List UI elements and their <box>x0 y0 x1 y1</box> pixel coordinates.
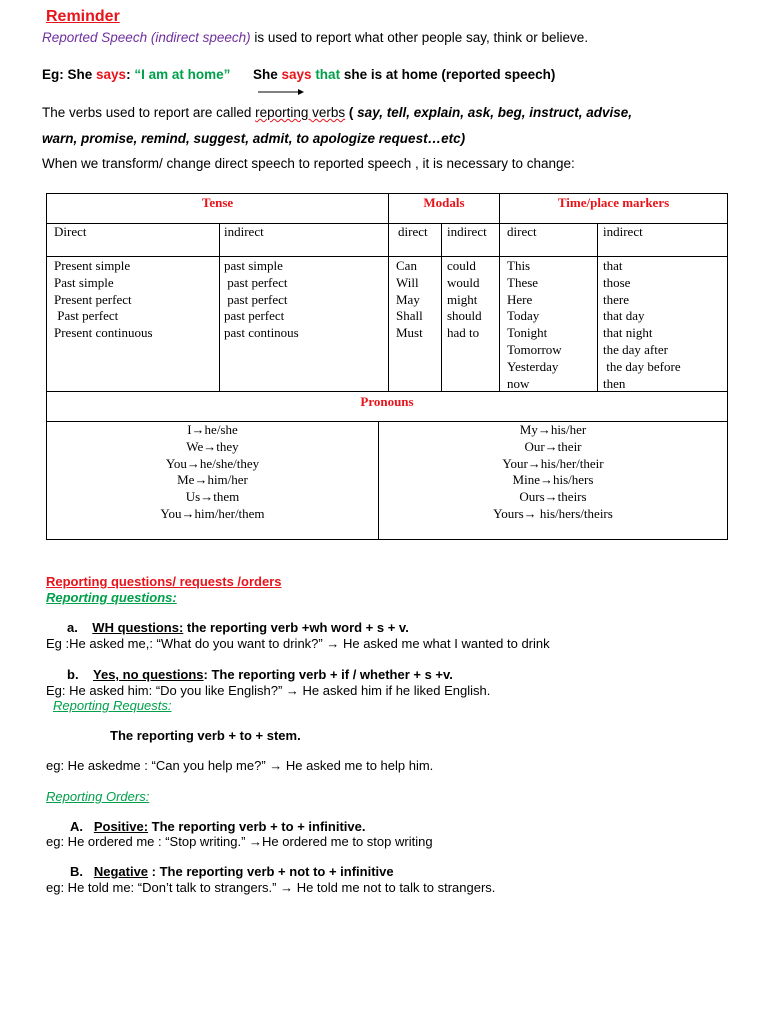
time-indirect-item: then <box>603 375 626 391</box>
sub-time-indirect: indirect <box>603 224 643 239</box>
header-modals: Modals <box>423 195 465 210</box>
reported-rest: she is at home (reported speech) <box>340 67 556 82</box>
modal-indirect-item: could <box>447 258 476 273</box>
pronouns-right-column <box>379 422 727 523</box>
negative-order-rule <box>70 864 394 879</box>
modal-direct-item: Shall <box>396 308 423 324</box>
direct-quote: “I am at home” <box>134 67 231 82</box>
possessive-rule: My→his/her <box>519 422 587 437</box>
intro-rest: is used to report what other people say, think or believe. <box>250 30 589 45</box>
sub-modal-indirect: indirect <box>447 224 487 239</box>
time-direct-item: These <box>507 274 539 290</box>
time-direct-item: Yesterday <box>507 358 559 374</box>
time-direct-item: Tonight <box>507 325 548 341</box>
verbs-line-2: warn, promise, remind, suggest, admit, to apologize request…etc) <box>42 131 466 146</box>
tense-indirect-column <box>224 258 299 342</box>
modal-indirect-item: might <box>447 291 478 307</box>
time-direct-item: Today <box>507 308 540 324</box>
pronoun-rule: You→him/her/them <box>160 505 265 521</box>
time-direct-item: Here <box>507 291 533 307</box>
transform-line: When we transform/ change direct speech to reported speech , it is necessary to change: <box>42 156 575 171</box>
wh-rule-text: the reporting verb +wh word + s + v. <box>183 620 409 635</box>
header-markers: Time/place markers <box>557 195 670 210</box>
time-indirect-item: that day <box>603 308 645 324</box>
negative-order-example: eg: He told me: “Don’t talk to strangers.” → He told me not to talk to strangers. <box>46 880 496 895</box>
possessive-rule: Our→their <box>524 438 582 454</box>
sub-modal-direct: direct <box>398 224 428 239</box>
example-reported <box>253 67 555 82</box>
verbs-paren: ( <box>345 105 358 120</box>
modal-indirect-item: would <box>447 274 480 290</box>
header-pronouns: Pronouns <box>360 394 414 409</box>
arrow-icon <box>258 84 304 99</box>
possessive-rule: Your→his/her/their <box>502 455 604 471</box>
reporting-questions-heading: Reporting questions: <box>46 590 177 605</box>
possessive-rule: Ours→theirs <box>519 489 587 505</box>
yes-no-rule-text: : The reporting verb + if / whether + s +v. <box>203 667 453 682</box>
reporting-orders-heading: Reporting Orders: <box>46 789 150 804</box>
wh-questions-term: WH questions: <box>92 620 184 635</box>
modal-direct-item: Will <box>396 274 419 290</box>
that-word: that <box>311 67 341 82</box>
yes-no-question-rule <box>67 667 453 682</box>
item-b-label: b. <box>67 667 79 682</box>
modal-direct-item: Can <box>396 258 417 273</box>
pronouns-left-column <box>47 422 378 523</box>
verbs-list-1: say, tell, explain, ask, beg, instruct, advise, <box>357 105 633 120</box>
verbs-intro: The verbs used to report are called <box>42 105 256 120</box>
time-direct-column <box>507 258 562 392</box>
modal-indirect-column <box>447 258 482 342</box>
modal-direct-column <box>396 258 423 342</box>
modal-direct-item: May <box>396 291 420 307</box>
tense-direct-column <box>54 258 153 342</box>
says-word-2: says <box>281 67 312 82</box>
requests-example: eg: He askedme : “Can you help me?” → He asked me to help him. <box>46 758 434 773</box>
sub-indirect: indirect <box>224 224 264 239</box>
tense-indirect-item: past simple <box>224 258 283 273</box>
conversion-table <box>46 193 728 540</box>
tense-indirect-item: past perfect <box>224 308 285 324</box>
time-indirect-item: that <box>603 258 623 273</box>
sub-direct: Direct <box>54 224 87 239</box>
intro-line <box>42 30 588 45</box>
wh-question-example: Eg :He asked me,: “What do you want to drink?” → He asked me what I wanted to drink <box>46 636 550 651</box>
requests-rule: The reporting verb + to + stem. <box>110 728 301 743</box>
time-direct-item: now <box>507 375 530 391</box>
says-word: says <box>96 67 127 82</box>
positive-order-rule <box>70 819 365 834</box>
reported-speech-term: Reported Speech (indirect speech) <box>42 30 251 45</box>
reporting-verbs-term: reporting verbs <box>255 105 346 120</box>
negative-rule-text: : The reporting verb + not to + infinitive <box>148 864 394 879</box>
modal-indirect-item: had to <box>447 325 480 341</box>
time-indirect-item: that night <box>603 325 653 341</box>
tense-indirect-item: past continous <box>224 325 299 341</box>
positive-rule-text: The reporting verb + to + infinitive. <box>148 819 366 834</box>
tense-direct-item: Present simple <box>54 258 131 273</box>
time-direct-item: Tomorrow <box>507 341 562 357</box>
tense-direct-item: Past simple <box>54 274 114 290</box>
pronoun-rule: Me→him/her <box>177 472 248 488</box>
negative-term: Negative <box>93 864 149 879</box>
eg-colon: : <box>126 67 135 82</box>
tense-direct-item: Present continuous <box>54 325 153 341</box>
header-tense: Tense <box>201 195 234 210</box>
positive-order-example: eg: He ordered me : “Stop writing.” →He ordered me to stop writing <box>46 834 433 849</box>
modal-indirect-item: should <box>447 308 482 324</box>
tense-indirect-item: past perfect <box>224 291 288 307</box>
time-direct-item: This <box>507 258 531 273</box>
time-indirect-item: those <box>603 274 631 290</box>
eg-label: Eg: She <box>42 67 97 82</box>
time-indirect-item: the day before <box>603 358 681 374</box>
she-word: She <box>253 67 282 82</box>
sub-time-direct: direct <box>507 224 537 239</box>
tense-direct-item: Present perfect <box>54 291 132 307</box>
time-indirect-item: the day after <box>603 341 668 357</box>
wh-question-rule <box>67 620 409 635</box>
pronoun-rule: Us→them <box>185 489 240 505</box>
item-A-label: A. <box>70 819 83 834</box>
section-title: Reporting questions/ requests /orders <box>46 574 282 589</box>
pronoun-rule: We→they <box>186 438 239 454</box>
tense-indirect-item: past perfect <box>224 274 288 290</box>
item-B-label: B. <box>70 864 83 879</box>
modal-direct-item: Must <box>396 325 423 341</box>
time-indirect-item: there <box>603 291 629 307</box>
tense-direct-item: Past perfect <box>54 308 119 324</box>
pronoun-rule: You→he/she/they <box>165 455 260 471</box>
time-indirect-column <box>603 258 681 392</box>
yes-no-question-example: Eg: He asked him: “Do you like English?” → He asked him if he liked English. <box>46 683 491 698</box>
example-direct <box>42 67 230 82</box>
reminder-title: Reminder <box>46 8 120 25</box>
possessive-rule: Yours→ his/hers/theirs <box>493 505 613 521</box>
reporting-requests-heading: Reporting Requests: <box>53 698 172 713</box>
item-a-label: a. <box>67 620 78 635</box>
verbs-line-1 <box>42 105 632 120</box>
yes-no-term: Yes, no questions <box>93 667 204 682</box>
pronoun-rule: I→he/she <box>187 422 238 437</box>
positive-term: Positive: <box>93 819 149 834</box>
possessive-rule: Mine→his/hers <box>512 472 594 488</box>
